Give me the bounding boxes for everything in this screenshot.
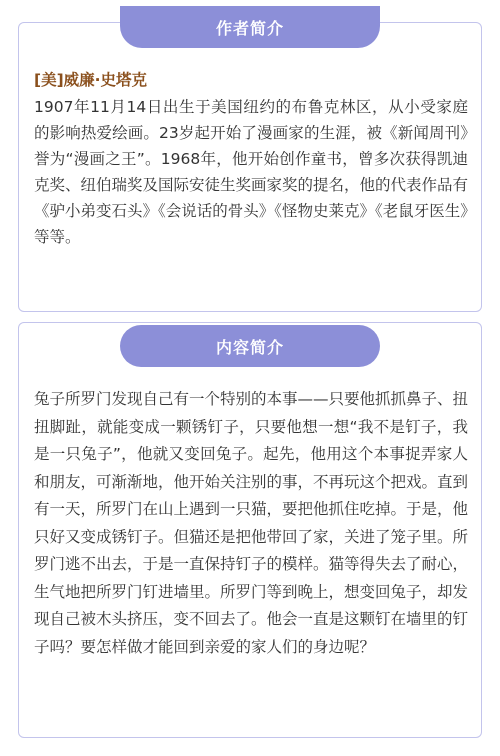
author-bio: 1907年11月14日出生于美国纽约的布鲁克林区，从小受家庭的影响热爱绘画。23岁起开始了漫画家的生涯，被《新闻周刊》誉为“漫画之王”。1968年，他开始创作童书，曾多次获得凯迪克奖、纽伯瑞奖及国际安徒生奖画家奖的提名，他的代表作品有《驴小弟变石头》《会说话的骨头》《怪物史莱克》《老鼠牙医生》等等。 (34, 98, 469, 246)
author-name: [美]威廉·史塔克 (34, 71, 148, 89)
content-intro-header: 内容简介 (120, 325, 380, 367)
author-intro-header: 作者简介 (120, 6, 380, 48)
content-summary: 兔子所罗门发现自己有一个特别的本事——只要他抓抓鼻子、扭扭脚趾，就能变成一颗锈钉子，只要他想一想“我不是钉子，我是一只兔子”，他就又变回兔子。起先，他用这个本事捉弄家人和朋友，可渐渐地，他开始关注别的事，不再玩这个把戏。直到有一天，所罗门在山上遇到一只猫，要把他抓住吃掉。于是，他只好又变成锈钉子。但猫还是把他带回了家，关进了笼子里。所罗门逃不出去，于是一直保持钉子的模样。猫等得失去了耐心，生气地把所罗门钉进墙里。所罗门等到晚上，想变回兔子，却发现自己被木头挤压，变不回去了。他会一直是这颗钉在墙里的钉子吗？要怎样做才能回到亲爱的家人们的身边呢？ (34, 390, 469, 656)
